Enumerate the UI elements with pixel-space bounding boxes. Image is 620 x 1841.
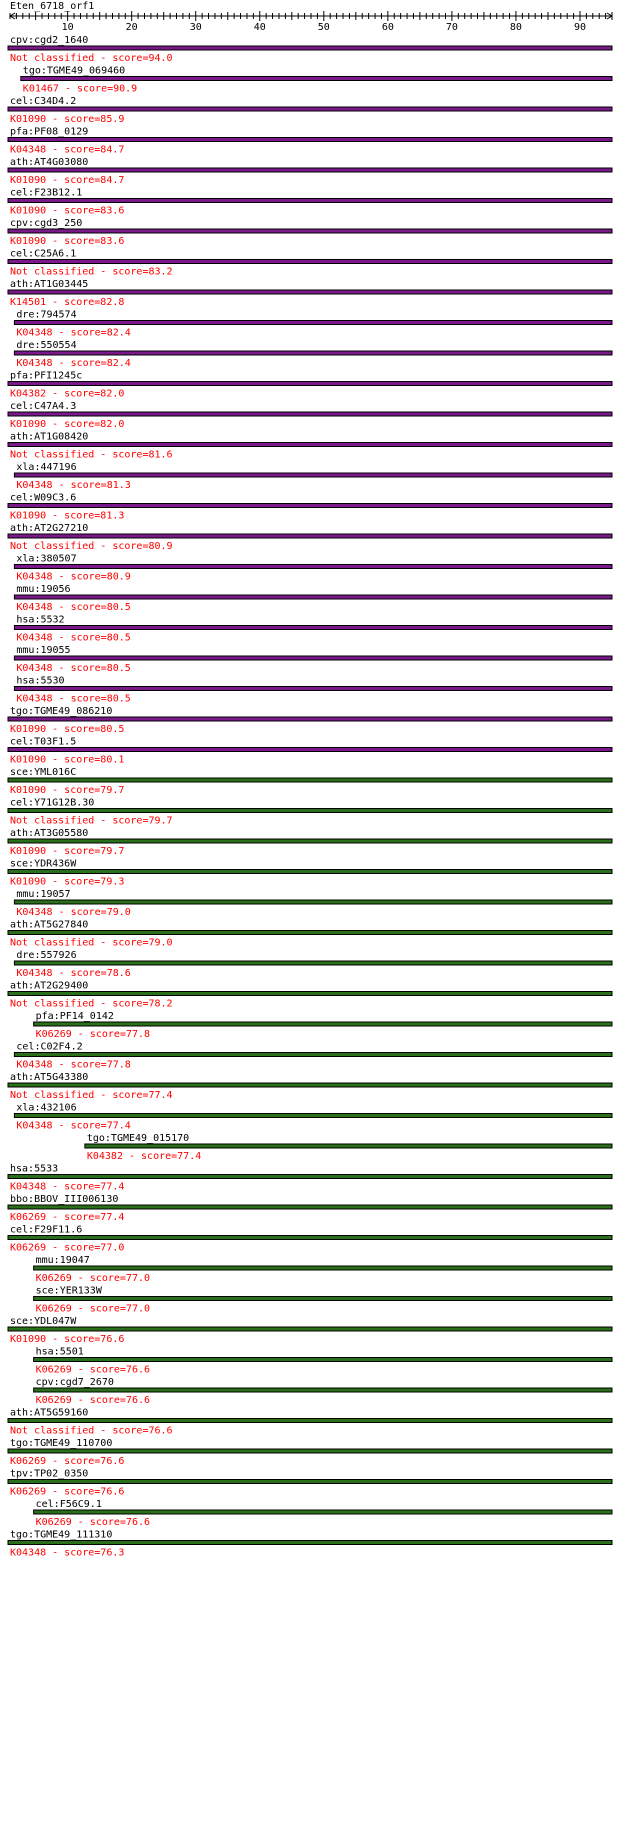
hit-id-label[interactable]: cel:C47A4.3 bbox=[10, 401, 77, 412]
hit-row[interactable] bbox=[8, 798, 612, 827]
hit-row[interactable] bbox=[14, 462, 612, 491]
hit-id-label[interactable]: cpv:cgd2_1640 bbox=[10, 35, 89, 46]
hit-id-label[interactable]: pfa:PFI1245c bbox=[10, 370, 83, 382]
hit-id-label[interactable]: ath:AT4G03080 bbox=[10, 157, 89, 168]
alignment-bar[interactable] bbox=[34, 1358, 612, 1362]
hit-id-label[interactable]: hsa:5501 bbox=[35, 1346, 84, 1358]
hit-id-label[interactable]: sce:YDR436W bbox=[10, 858, 77, 870]
hit-row[interactable] bbox=[8, 279, 612, 308]
hit-id-label[interactable]: pfa:PF14_0142 bbox=[35, 1011, 114, 1022]
alignment-bar[interactable] bbox=[8, 382, 612, 386]
hit-id-label[interactable]: mmu:19055 bbox=[16, 645, 71, 656]
hit-row[interactable] bbox=[8, 1194, 612, 1223]
alignment-bar[interactable] bbox=[8, 1236, 612, 1240]
ko-score-label[interactable]: K04348 - score=77.4 bbox=[10, 1181, 125, 1193]
hit-row[interactable] bbox=[34, 1347, 612, 1376]
ko-score-label[interactable]: Not classified - score=78.2 bbox=[10, 998, 173, 1010]
hit-row[interactable] bbox=[14, 554, 612, 583]
alignment-bar[interactable] bbox=[8, 809, 612, 813]
hit-id-label[interactable]: cel:F23B12.1 bbox=[10, 187, 83, 199]
ko-score-label[interactable]: K04348 - score=78.6 bbox=[16, 968, 131, 979]
hit-row[interactable] bbox=[14, 310, 612, 339]
hit-id-label[interactable]: cpv:cgd3_250 bbox=[10, 218, 83, 229]
ko-score-label[interactable]: K01090 - score=83.6 bbox=[10, 205, 125, 217]
alignment-bar[interactable] bbox=[8, 870, 612, 874]
alignment-bar[interactable] bbox=[8, 412, 612, 416]
hit-row[interactable] bbox=[8, 1438, 612, 1467]
hit-row[interactable] bbox=[34, 1255, 612, 1284]
ruler-tick-label: 50 bbox=[317, 22, 330, 33]
hit-id-label[interactable]: hsa:5533 bbox=[10, 1163, 59, 1175]
ko-score-label[interactable]: Not classified - score=76.6 bbox=[10, 1425, 173, 1437]
ko-score-label[interactable]: K01090 - score=79.3 bbox=[10, 876, 125, 888]
ko-score-label[interactable]: K06269 - score=77.8 bbox=[35, 1029, 151, 1040]
hit-row[interactable] bbox=[8, 523, 612, 552]
hit-id-label[interactable]: xla:432106 bbox=[16, 1102, 77, 1114]
alignment-bar[interactable] bbox=[8, 1480, 612, 1484]
hit-row[interactable] bbox=[14, 584, 612, 613]
ko-score-label[interactable]: K04348 - score=80.5 bbox=[16, 602, 131, 613]
ko-score-label[interactable]: K06269 - score=76.6 bbox=[35, 1395, 151, 1406]
hit-id-label[interactable]: hsa:5532 bbox=[16, 614, 65, 626]
hit-row[interactable] bbox=[8, 96, 612, 125]
alignment-bar[interactable] bbox=[8, 443, 612, 447]
hit-id-label[interactable]: ath:AT5G59160 bbox=[10, 1407, 89, 1419]
hit-row[interactable] bbox=[8, 401, 612, 430]
alignment-bar[interactable] bbox=[14, 961, 612, 965]
hit-id-label[interactable]: ath:AT2G27210 bbox=[10, 523, 89, 534]
hit-id-label[interactable]: hsa:5530 bbox=[16, 675, 65, 687]
hit-id-label[interactable]: ath:AT1G03445 bbox=[10, 279, 89, 290]
ko-score-label[interactable]: K01090 - score=79.7 bbox=[10, 785, 125, 796]
ko-score-label[interactable]: K01467 - score=90.9 bbox=[22, 83, 138, 95]
hit-row[interactable] bbox=[8, 157, 612, 186]
hit-row[interactable] bbox=[34, 1011, 612, 1040]
alignment-bar[interactable] bbox=[8, 534, 612, 538]
ruler-tick-label: 90 bbox=[573, 22, 587, 33]
hit-id-label[interactable]: sce:YDL047W bbox=[10, 1316, 77, 1327]
ruler-tick-label: 10 bbox=[61, 22, 74, 33]
hit-row[interactable] bbox=[85, 1133, 612, 1162]
hit-id-label[interactable]: xla:447196 bbox=[16, 462, 77, 473]
alignment-bar[interactable] bbox=[8, 778, 612, 782]
alignment-bar[interactable] bbox=[8, 1083, 612, 1087]
alignment-bar[interactable] bbox=[14, 565, 612, 569]
ko-score-label[interactable]: K01090 - score=85.9 bbox=[10, 114, 125, 125]
alignment-bar[interactable] bbox=[14, 900, 612, 904]
hit-row[interactable] bbox=[8, 828, 612, 857]
hit-row[interactable] bbox=[14, 340, 612, 369]
alignment-bar[interactable] bbox=[8, 839, 612, 843]
hit-id-label[interactable]: ath:AT3G05580 bbox=[10, 828, 89, 839]
hit-row[interactable] bbox=[8, 1225, 612, 1254]
hit-id-label[interactable]: cel:T03F1.5 bbox=[10, 736, 77, 748]
hit-row[interactable] bbox=[14, 889, 612, 918]
ko-score-label[interactable]: K06269 - score=76.6 bbox=[35, 1517, 151, 1528]
alignment-bar[interactable] bbox=[8, 260, 612, 264]
hit-row[interactable] bbox=[8, 493, 612, 522]
hit-row[interactable] bbox=[8, 737, 612, 766]
alignment-bar[interactable] bbox=[8, 1327, 612, 1331]
hit-row[interactable] bbox=[8, 249, 612, 278]
hit-id-label[interactable]: tgo:TGME49_110700 bbox=[10, 1438, 113, 1449]
hit-id-label[interactable]: pfa:PF08_0129 bbox=[10, 126, 89, 138]
alignment-bar[interactable] bbox=[34, 1266, 612, 1270]
ko-score-label[interactable]: K04348 - score=82.4 bbox=[16, 358, 131, 369]
ko-score-label[interactable]: Not classified - score=80.9 bbox=[10, 541, 173, 552]
hit-id-label[interactable]: ath:AT1G08420 bbox=[10, 431, 89, 443]
hit-row[interactable] bbox=[8, 706, 612, 735]
ko-score-label[interactable]: K01090 - score=80.5 bbox=[10, 724, 125, 735]
hit-id-label[interactable]: tpv:TP02_0350 bbox=[10, 1468, 89, 1480]
hit-row[interactable] bbox=[8, 1316, 612, 1345]
ruler-tick-label: 80 bbox=[509, 22, 522, 33]
hit-id-label[interactable]: dre:557926 bbox=[16, 950, 77, 961]
query-title: Eten_6718_orf1 bbox=[10, 1, 95, 12]
alignment-bar[interactable] bbox=[34, 1388, 612, 1392]
ko-score-label[interactable]: Not classified - score=94.0 bbox=[10, 53, 173, 64]
hit-row[interactable] bbox=[8, 35, 612, 64]
ko-score-label[interactable]: K04348 - score=81.3 bbox=[16, 480, 131, 491]
alignment-bar[interactable] bbox=[14, 595, 612, 599]
ko-score-label[interactable]: K01090 - score=79.7 bbox=[10, 846, 125, 857]
hit-id-label[interactable]: cel:W09C3.6 bbox=[10, 492, 77, 504]
hit-id-label[interactable]: cpv:cgd7_2670 bbox=[35, 1377, 114, 1388]
ruler-tick-label: 40 bbox=[253, 22, 266, 33]
ko-score-label[interactable]: K06269 - score=76.6 bbox=[35, 1364, 151, 1376]
hit-id-label[interactable]: mmu:19056 bbox=[16, 584, 71, 595]
ko-score-label[interactable]: K01090 - score=82.0 bbox=[10, 419, 125, 430]
hit-id-label[interactable]: cel:C34D4.2 bbox=[10, 96, 77, 107]
ko-score-label[interactable]: K01090 - score=80.1 bbox=[10, 754, 125, 766]
hit-row[interactable] bbox=[34, 1377, 612, 1406]
alignment-bar[interactable] bbox=[8, 168, 612, 172]
ko-score-label[interactable]: K01090 - score=84.7 bbox=[10, 175, 125, 186]
ruler-tick-label: 70 bbox=[445, 22, 458, 33]
alignment-bar[interactable] bbox=[14, 473, 612, 477]
hit-id-label[interactable]: ath:AT2G29400 bbox=[10, 980, 89, 992]
ko-score-label[interactable]: Not classified - score=81.6 bbox=[10, 449, 173, 461]
hit-row[interactable] bbox=[8, 371, 612, 400]
ko-score-label[interactable]: K04382 - score=82.0 bbox=[10, 388, 125, 400]
hit-row[interactable] bbox=[14, 950, 612, 979]
hit-row[interactable] bbox=[14, 1103, 612, 1132]
ko-score-label[interactable]: K04348 - score=84.7 bbox=[10, 144, 125, 156]
alignment-bar[interactable] bbox=[8, 931, 612, 935]
alignment-bar[interactable] bbox=[8, 290, 612, 294]
hit-id-label[interactable]: sce:YER133W bbox=[35, 1285, 102, 1297]
hit-row[interactable] bbox=[8, 1408, 612, 1437]
position-ruler bbox=[10, 11, 612, 33]
ko-score-label[interactable]: Not classified - score=79.0 bbox=[10, 937, 173, 949]
hit-row[interactable] bbox=[8, 188, 612, 217]
alignment-bar[interactable] bbox=[8, 199, 612, 203]
ko-score-label[interactable]: Not classified - score=83.2 bbox=[10, 266, 173, 278]
ko-score-label[interactable]: K04348 - score=77.4 bbox=[16, 1120, 131, 1132]
ko-score-label[interactable]: K04382 - score=77.4 bbox=[86, 1151, 202, 1162]
hit-row[interactable] bbox=[8, 1164, 612, 1193]
ko-score-label[interactable]: K06269 - score=77.0 bbox=[35, 1273, 151, 1284]
ko-score-label[interactable]: K04348 - score=80.5 bbox=[16, 663, 131, 674]
alignment-bar[interactable] bbox=[14, 656, 612, 660]
ko-score-label[interactable]: K06269 - score=77.0 bbox=[10, 1242, 125, 1254]
alignment-bar[interactable] bbox=[34, 1022, 612, 1026]
hit-id-label[interactable]: cel:C02F4.2 bbox=[16, 1041, 83, 1053]
hit-id-label[interactable]: cel:Y71G12B.30 bbox=[10, 797, 95, 809]
hit-row[interactable] bbox=[8, 127, 612, 156]
ko-score-label[interactable]: K04348 - score=80.9 bbox=[16, 571, 131, 583]
hit-row[interactable] bbox=[8, 1530, 612, 1559]
ko-score-label[interactable]: K04348 - score=82.4 bbox=[16, 327, 131, 339]
hit-id-label[interactable]: xla:380507 bbox=[16, 553, 77, 565]
alignment-bar[interactable] bbox=[14, 687, 612, 691]
hit-row[interactable] bbox=[14, 645, 612, 674]
alignment-bar[interactable] bbox=[8, 1449, 612, 1453]
ko-score-label[interactable]: K04348 - score=77.8 bbox=[16, 1059, 131, 1071]
alignment-bar[interactable] bbox=[8, 1205, 612, 1209]
ko-score-label[interactable]: K01090 - score=81.3 bbox=[10, 510, 125, 522]
hit-row[interactable] bbox=[34, 1286, 612, 1315]
alignment-bar[interactable] bbox=[8, 504, 612, 508]
alignment-bar[interactable] bbox=[14, 1053, 612, 1057]
hit-id-label[interactable]: mmu:19057 bbox=[16, 889, 71, 900]
ruler-tick-label: 30 bbox=[189, 22, 202, 33]
alignment-bar[interactable] bbox=[14, 321, 612, 325]
hit-id-label[interactable]: dre:550554 bbox=[16, 340, 77, 351]
hit-id-label[interactable]: dre:794574 bbox=[16, 309, 77, 321]
hit-id-label[interactable]: bbo:BBOV_III006130 bbox=[10, 1194, 119, 1205]
hit-row[interactable] bbox=[8, 981, 612, 1010]
hit-id-label[interactable]: tgo:TGME49_015170 bbox=[86, 1133, 190, 1144]
ko-score-label[interactable]: K06269 - score=77.4 bbox=[10, 1212, 125, 1223]
alignment-bar[interactable] bbox=[8, 748, 612, 752]
hit-id-label[interactable]: cel:F29F11.6 bbox=[10, 1224, 83, 1236]
hit-list bbox=[8, 35, 612, 1559]
ko-score-label[interactable]: K04348 - score=79.0 bbox=[16, 907, 131, 918]
hit-row[interactable] bbox=[8, 859, 612, 888]
ko-score-label[interactable]: K06269 - score=76.6 bbox=[10, 1456, 125, 1467]
hit-row[interactable] bbox=[8, 218, 612, 247]
alignment-bar[interactable] bbox=[8, 138, 612, 142]
alignment-bar[interactable] bbox=[8, 1175, 612, 1179]
hit-id-label[interactable]: cel:F56C9.1 bbox=[35, 1499, 102, 1510]
alignment-bar[interactable] bbox=[21, 77, 612, 81]
alignment-bar[interactable] bbox=[14, 1114, 612, 1118]
alignment-bar[interactable] bbox=[8, 46, 612, 50]
alignment-bar[interactable] bbox=[8, 229, 612, 233]
alignment-bar[interactable] bbox=[14, 351, 612, 355]
hit-id-label[interactable]: tgo:TGME49_069460 bbox=[22, 65, 126, 77]
hit-row[interactable] bbox=[8, 920, 612, 949]
hit-id-label[interactable]: tgo:TGME49_111310 bbox=[10, 1529, 113, 1541]
hit-id-label[interactable]: mmu:19047 bbox=[35, 1255, 90, 1266]
hit-row[interactable] bbox=[14, 615, 612, 644]
ko-score-label[interactable]: K06269 - score=76.6 bbox=[10, 1486, 125, 1498]
ruler-tick-label: 20 bbox=[125, 22, 138, 33]
ko-score-label[interactable]: K01090 - score=76.6 bbox=[10, 1334, 125, 1345]
ko-score-label[interactable]: K04348 - score=80.5 bbox=[16, 632, 131, 644]
hit-row[interactable] bbox=[8, 767, 612, 796]
alignment-bar[interactable] bbox=[8, 992, 612, 996]
hit-id-label[interactable]: ath:AT5G27840 bbox=[10, 919, 89, 931]
alignment-bar[interactable] bbox=[8, 717, 612, 721]
hit-row[interactable] bbox=[8, 1072, 612, 1101]
ruler-tick-label: 60 bbox=[381, 22, 394, 33]
ko-score-label[interactable]: K01090 - score=83.6 bbox=[10, 236, 125, 247]
hit-id-label[interactable]: tgo:TGME49_086210 bbox=[10, 706, 113, 717]
hit-row[interactable] bbox=[14, 676, 612, 705]
hit-id-label[interactable]: ath:AT5G43380 bbox=[10, 1072, 89, 1083]
hit-id-label[interactable]: cel:C25A6.1 bbox=[10, 248, 77, 260]
alignment-bar[interactable] bbox=[34, 1510, 612, 1514]
alignment-bar[interactable] bbox=[85, 1144, 612, 1148]
ko-score-label[interactable]: K04348 - score=76.3 bbox=[10, 1547, 125, 1559]
hit-id-label[interactable]: sce:YML016C bbox=[10, 767, 77, 778]
alignment-bar[interactable] bbox=[34, 1297, 612, 1301]
alignment-bar[interactable] bbox=[8, 1419, 612, 1423]
hit-row[interactable] bbox=[14, 1042, 612, 1071]
ko-score-label[interactable]: K14501 - score=82.8 bbox=[10, 297, 125, 308]
ko-score-label[interactable]: K04348 - score=80.5 bbox=[16, 693, 131, 705]
ko-score-label[interactable]: Not classified - score=77.4 bbox=[10, 1090, 173, 1101]
alignment-bar[interactable] bbox=[8, 1541, 612, 1545]
alignment-bar[interactable] bbox=[8, 107, 612, 111]
hit-row[interactable] bbox=[8, 432, 612, 461]
ko-score-label[interactable]: K06269 - score=77.0 bbox=[35, 1303, 151, 1315]
hit-row[interactable] bbox=[34, 1499, 612, 1528]
hit-row[interactable] bbox=[8, 1469, 612, 1498]
hit-row[interactable] bbox=[21, 66, 612, 95]
ko-score-label[interactable]: Not classified - score=79.7 bbox=[10, 815, 173, 827]
alignment-bar[interactable] bbox=[14, 626, 612, 630]
